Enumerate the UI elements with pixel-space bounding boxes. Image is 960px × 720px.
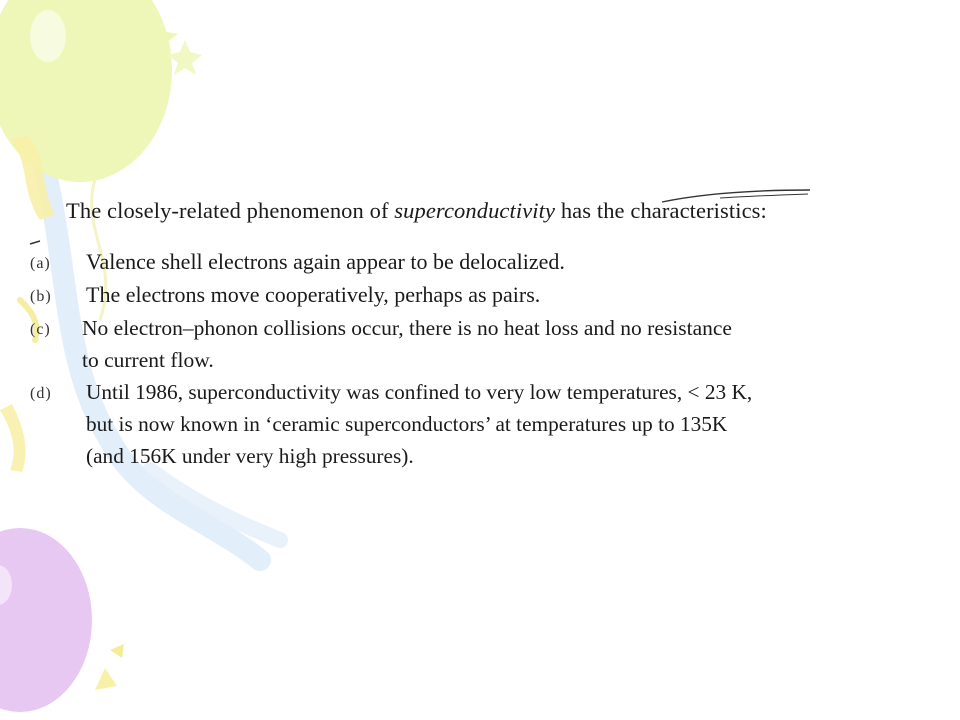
list-item-line: Valence shell electrons again appear to be delocalized. xyxy=(86,249,565,274)
intro-emphasis: superconductivity xyxy=(394,198,556,223)
scan-stroke xyxy=(28,238,44,248)
list-item-text xyxy=(86,246,565,278)
list-marker: (c) xyxy=(30,321,51,338)
list-item-line: but is now known in ‘ceramic superconductors’ at temperatures up to 135K xyxy=(86,412,728,436)
list-marker: (a) xyxy=(30,255,51,272)
list-item-line: Until 1986, superconductivity was confined to very low temperatures, < 23 K, xyxy=(86,380,753,404)
list-item-text xyxy=(82,312,732,376)
intro-after: has the characteristics: xyxy=(555,198,767,223)
list-marker: (d) xyxy=(30,385,52,402)
list-item-line: The electrons move cooperatively, perhaps as pairs. xyxy=(86,282,541,307)
list-item-text xyxy=(86,376,752,472)
scan-stroke xyxy=(660,186,820,206)
list-item-line: (and 156K under very high pressures). xyxy=(86,444,414,468)
list-item-line: to current flow. xyxy=(82,348,214,372)
intro-before: The closely-related phenomenon of xyxy=(66,198,395,223)
list-marker: (b) xyxy=(30,288,52,305)
list-item-line: No electron–phonon collisions occur, there is no heat loss and no resistance xyxy=(82,316,732,340)
list-item-text xyxy=(86,279,540,311)
